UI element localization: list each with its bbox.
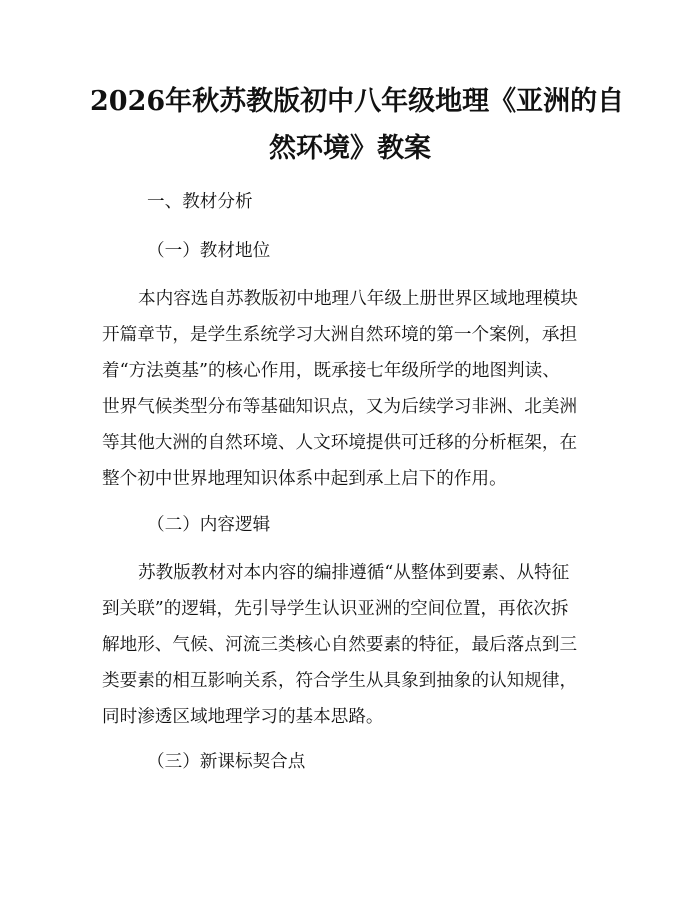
paragraph-1-line-6: 整个初中世界地理知识体系中起到承上启下的作用。 (102, 469, 507, 489)
paragraph-2-line-5: 同时渗透区域地理学习的基本思路。 (102, 707, 384, 727)
paragraph-1-line-5: 等其他大洲的自然环境、人文环境提供可迁移的分析框架，在 (102, 433, 578, 453)
paragraph-1-line-1: 本内容选自苏教版初中地理八年级上册世界区域地理模块 (138, 289, 578, 309)
paragraph-2-line-2: 到关联”的逻辑，先引导学生认识亚洲的空间位置，再依次拆 (102, 599, 569, 619)
document-title-line-2: 然环境》教案 (269, 133, 431, 164)
subsection-heading-textbook-status: （一）教材地位 (147, 241, 271, 261)
section-heading-textbook-analysis: 一、教材分析 (147, 192, 253, 212)
paragraph-2-line-4: 类要素的相互影响关系，符合学生从具象到抽象的认知规律， (102, 671, 578, 691)
paragraph-1-line-3: 着“方法奠基”的核心作用，既承接七年级所学的地图判读、 (102, 361, 560, 381)
paragraph-1-line-2: 开篇章节，是学生系统学习大洲自然环境的第一个案例，承担 (102, 325, 578, 345)
subsection-heading-content-logic: （二）内容逻辑 (147, 515, 271, 535)
document-title-line-1: 2026年秋苏教版初中八年级地理《亚洲的自 (90, 86, 625, 117)
paragraph-2-line-1: 苏教版教材对本内容的编排遵循“从整体到要素、从特征 (138, 563, 570, 583)
paragraph-2-line-3: 解地形、气候、河流三类核心自然要素的特征，最后落点到三 (102, 635, 578, 655)
subsection-heading-curriculum-fit: （三）新课标契合点 (147, 752, 306, 772)
paragraph-1-line-4: 世界气候类型分布等基础知识点，又为后续学习非洲、北美洲 (102, 397, 578, 417)
